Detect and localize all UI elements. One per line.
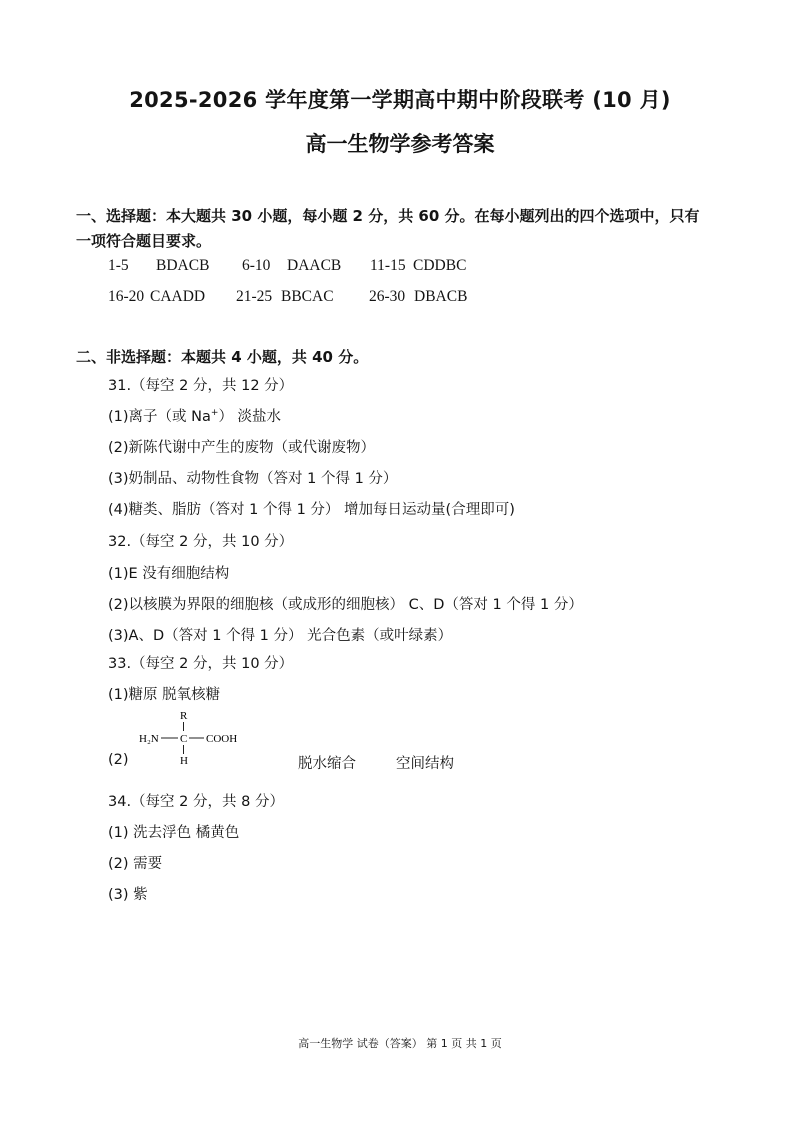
q31-answer-2: (2)新陈代谢中产生的废物（或代谢废物） xyxy=(108,440,376,456)
formula-r: R xyxy=(180,710,188,722)
q33-header: 33.（每空 2 分，共 10 分） xyxy=(108,656,294,672)
section1-heading-line2: 一项符合题目要求。 xyxy=(76,232,212,250)
answer-value: BDACB xyxy=(156,257,210,274)
q31-a1-suffix: ） 淡盐水 xyxy=(218,409,282,425)
page-footer: 高一生物学 试卷（答案） 第 1 页 共 1 页 xyxy=(298,1037,502,1050)
page-title: 2025-2026 学年度第一学期高中期中阶段联考 (10 月) xyxy=(129,88,671,112)
section1-heading-line1: 一、选择题：本大题共 30 小题，每小题 2 分，共 60 分。在每小题列出的四个选项中，只有 xyxy=(76,207,700,225)
q33-answer-2-term1: 脱水缩合 xyxy=(298,756,356,772)
answer-row-2 xyxy=(108,288,467,306)
page-subtitle: 高一生物学参考答案 xyxy=(305,132,495,156)
answer-range: 26-30 xyxy=(369,288,406,305)
q32-answer-1: (1)E 没有细胞结构 xyxy=(108,566,230,582)
q33-answer-2-term2: 空间结构 xyxy=(396,756,454,772)
q31-header: 31.（每空 2 分，共 12 分） xyxy=(108,378,294,394)
q32-answer-2: (2)以核膜为界限的细胞核（或成形的细胞核） C、D（答对 1 个得 1 分） xyxy=(108,597,583,613)
formula-left: H₂N xyxy=(139,733,159,745)
q33-answer-1: (1)糖原 脱氧核糖 xyxy=(108,687,221,703)
q33-answer-2-label: (2) xyxy=(108,752,129,768)
answer-range: 16-20 xyxy=(108,288,145,305)
q32-header: 32.（每空 2 分，共 10 分） xyxy=(108,534,294,550)
answer-range: 1-5 xyxy=(108,257,129,274)
q31-answer-1 xyxy=(108,405,281,426)
q31-a1-sup: + xyxy=(210,408,219,419)
q31-answer-4: (4)糖类、脂肪（答对 1 个得 1 分） 增加每日运动量(合理即可) xyxy=(108,502,515,518)
formula-right: COOH xyxy=(206,733,238,745)
q34-header: 34.（每空 2 分，共 8 分） xyxy=(108,794,284,810)
q32-answer-3: (3)A、D（答对 1 个得 1 分） 光合色素（或叶绿素） xyxy=(108,628,453,644)
formula-c: C xyxy=(180,733,188,745)
q34-answer-1: (1) 洗去浮色 橘黄色 xyxy=(108,825,240,841)
answer-value: BBCAC xyxy=(281,288,334,305)
q34-answer-3: (3) 紫 xyxy=(108,887,148,903)
answer-range: 11-15 xyxy=(370,257,406,274)
q34-answer-2: (2) 需要 xyxy=(108,856,163,872)
q31-answer-3: (3)奶制品、动物性食物（答对 1 个得 1 分） xyxy=(108,471,398,487)
amino-acid-formula xyxy=(136,706,256,768)
answer-value: DBACB xyxy=(414,288,468,305)
formula-h: H xyxy=(180,755,188,767)
answer-value: CDDBC xyxy=(413,257,467,274)
answer-row-1 xyxy=(108,257,466,275)
answer-range: 6-10 xyxy=(242,257,271,274)
answer-range: 21-25 xyxy=(236,288,273,305)
answer-value: DAACB xyxy=(287,257,342,274)
answer-value: CAADD xyxy=(150,288,206,305)
q31-a1-prefix: (1)离子（或 Na xyxy=(108,409,211,425)
section2-heading: 二、非选择题：本题共 4 小题，共 40 分。 xyxy=(76,348,369,366)
